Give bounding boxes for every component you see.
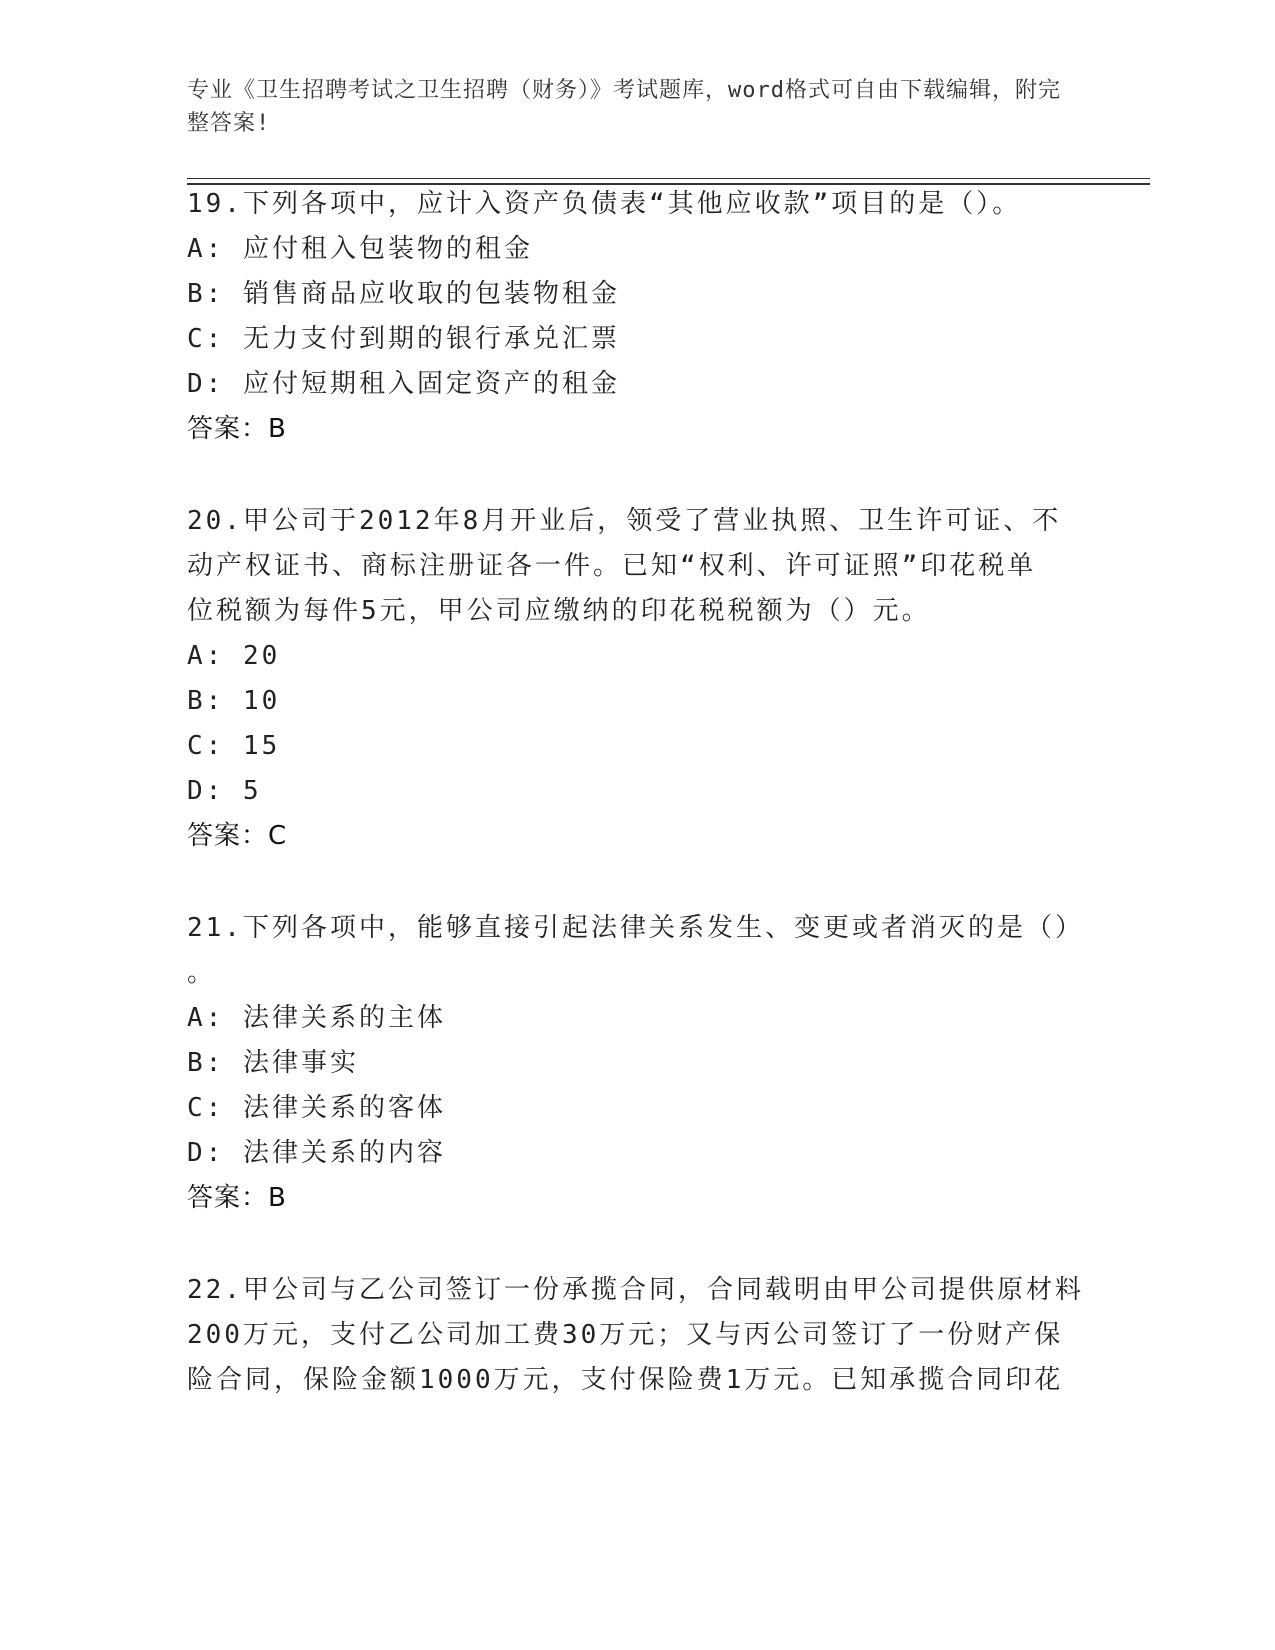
question-21-option-c: C: 法律关系的客体	[187, 1093, 446, 1123]
question-19-answer: 答案：B	[187, 414, 287, 444]
question-19-option-a: A: 应付租入包装物的租金	[187, 234, 533, 264]
question-22-stem-line-1: 22.甲公司与乙公司签订一份承揽合同，合同载明由甲公司提供原材料	[187, 1275, 1084, 1305]
question-20-option-c: C: 15	[187, 731, 281, 761]
question-19-stem-line-1: 19.下列各项中，应计入资产负债表“其他应收款”项目的是（）。	[187, 189, 1022, 219]
question-21-option-d: D: 法律关系的内容	[187, 1138, 446, 1168]
question-21-stem-line-1: 21.下列各项中，能够直接引起法律关系发生、变更或者消灭的是（）	[187, 913, 1084, 943]
question-20-answer: 答案：C	[187, 821, 288, 851]
question-20-stem-line-2: 动产权证书、商标注册证各一件。已知“权利、许可证照”印花税单	[187, 551, 1037, 581]
header-divider-thin	[187, 178, 1150, 179]
question-20-option-d: D: 5	[187, 776, 262, 806]
question-19-option-c: C: 无力支付到期的银行承兑汇票	[187, 324, 620, 354]
question-21-option-a: A: 法律关系的主体	[187, 1003, 446, 1033]
question-21-option-b: B: 法律事实	[187, 1048, 359, 1078]
question-19-option-d: D: 应付短期租入固定资产的租金	[187, 369, 620, 399]
question-20-option-b: B: 10	[187, 686, 281, 716]
header-divider-thick	[187, 183, 1150, 185]
question-21-stem-line-2: 。	[187, 958, 217, 988]
question-22-stem-line-2: 200万元，支付乙公司加工费30万元；又与丙公司签订了一份财产保	[187, 1320, 1064, 1350]
question-19-option-b: B: 销售商品应收取的包装物租金	[187, 279, 620, 309]
question-20-stem-line-3: 位税额为每件5元，甲公司应缴纳的印花税税额为（）元。	[187, 596, 931, 626]
question-21-answer: 答案：B	[187, 1183, 287, 1213]
question-22-stem-line-3: 险合同，保险金额1000万元，支付保险费1万元。已知承揽合同印花	[187, 1365, 1064, 1395]
question-20-stem-line-1: 20.甲公司于2012年8月开业后，领受了营业执照、卫生许可证、不	[187, 506, 1062, 536]
page-header: 专业《卫生招聘考试之卫生招聘（财务）》考试题库，word格式可自由下载编辑，附完整答案!	[187, 78, 1061, 136]
question-20-option-a: A: 20	[187, 641, 281, 671]
